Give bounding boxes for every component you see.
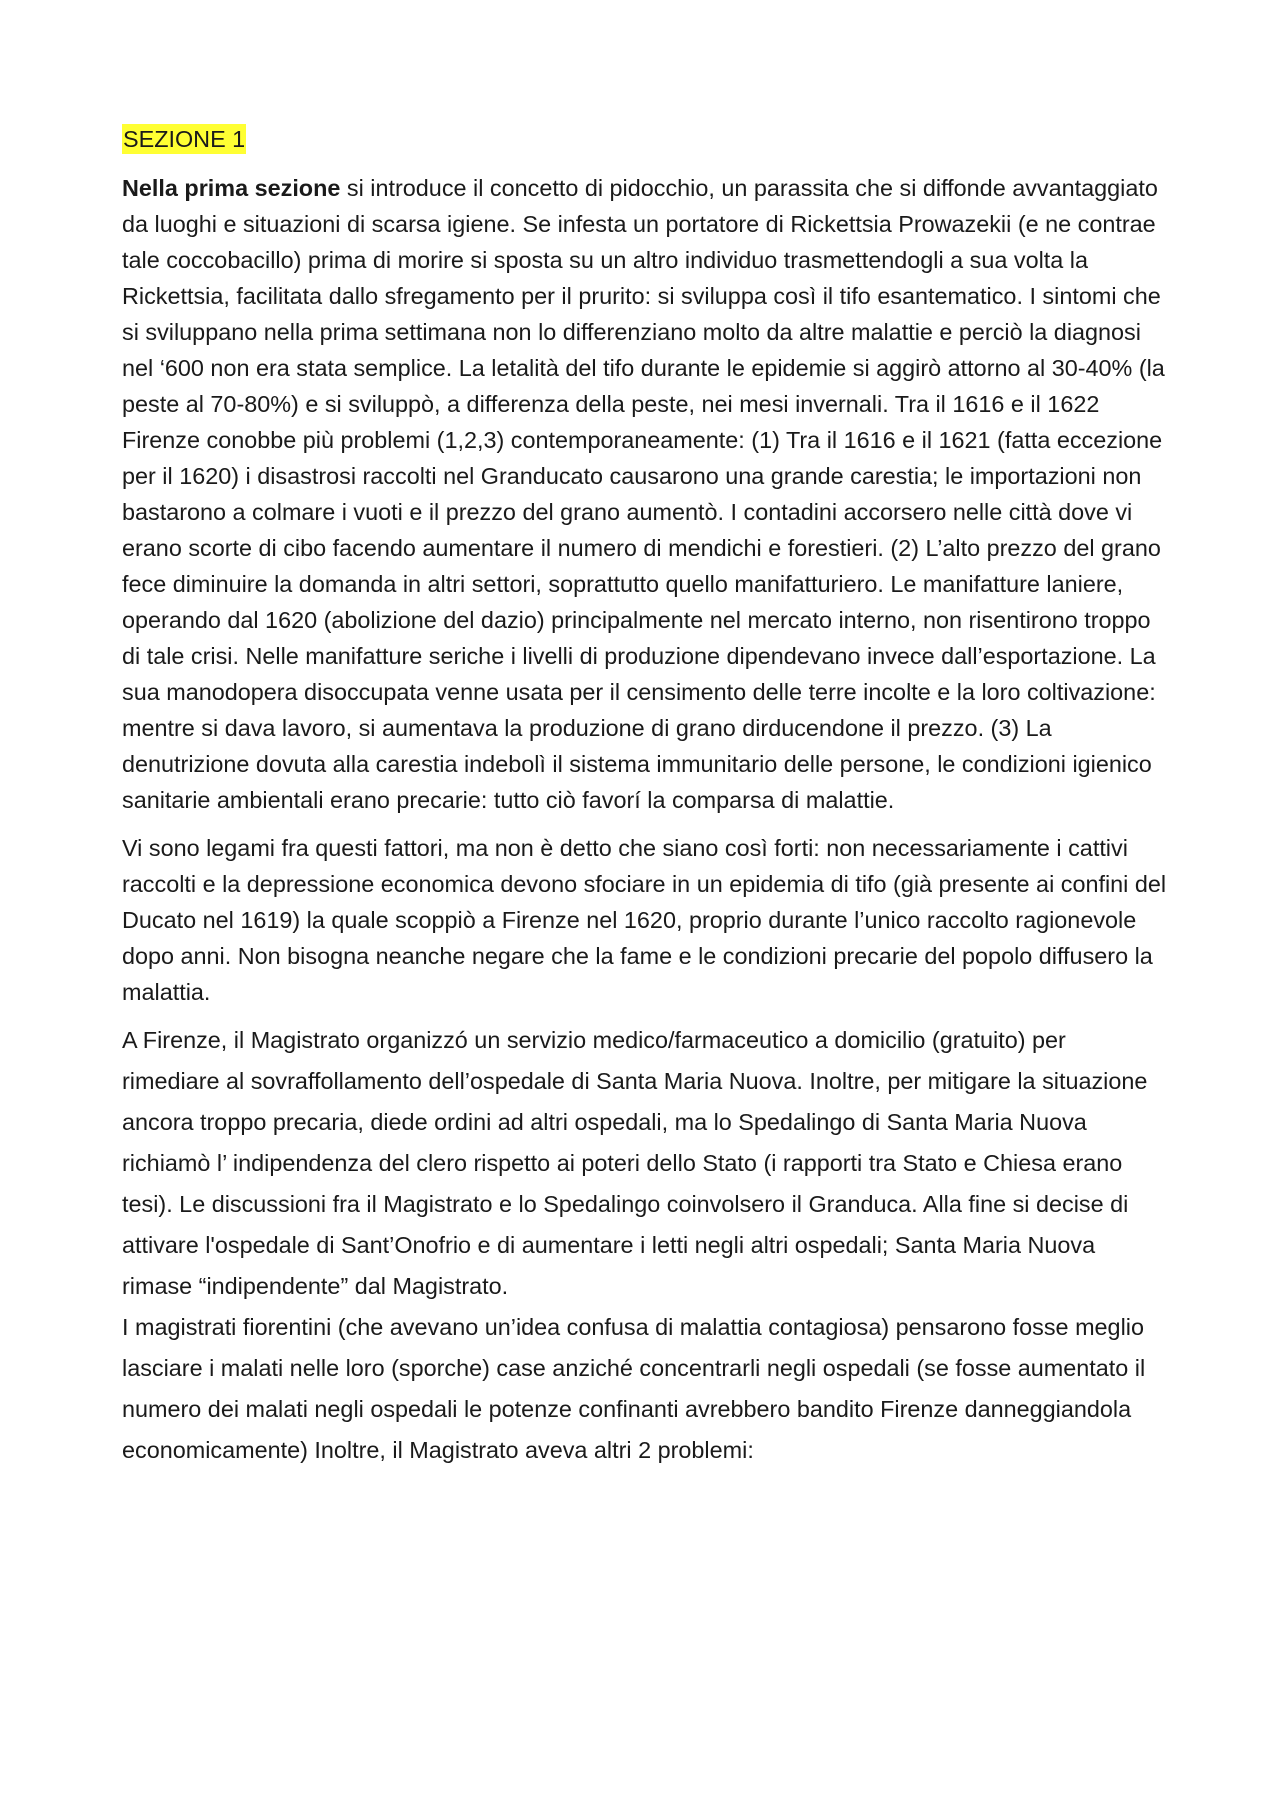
- paragraph-intro-lead: Nella prima sezione: [122, 175, 341, 201]
- paragraph-factors: Vi sono legami fra questi fattori, ma non è detto che siano così forti: non necessariamente i cattivi raccolti e la depressione economica devono sfociare in un epidemia di tifo (già presente ai confini del Ducato nel 1619) la quale scoppiò a Firenze nel 1620, proprio durante l’unico raccolto ragionevole dopo anni. Non bisogna neanche negare che la fame e le condizioni precarie del popolo diffusero la malattia.: [122, 835, 1167, 1005]
- paragraph-magistrati: I magistrati fiorentini (che avevano un’idea confusa di malattia contagiosa) pensarono fosse meglio lasciare i malati nelle loro (sporche) case anziché concentrarli negli ospedali (se fosse aumentato il numero dei malati negli ospedali le potenze confinanti avrebbero bandito Firenze danneggiandola economicamente) Inoltre, il Magistrato aveva altri 2 problemi:: [122, 1314, 1146, 1463]
- paragraph-magistrato: A Firenze, il Magistrato organizzó un servizio medico/farmaceutico a domicilio (gratuito) per rimediare al sovraffollamento dell’ospedale di Santa Maria Nuova. Inoltre, per mitigare la situazione ancora troppo precaria, diede ordini ad altri ospedali, ma lo Spedalingo di Santa Maria Nuova richiamò l’ indipendenza del clero rispetto ai poteri dello Stato (i rapporti tra Stato e Chiesa erano tesi). Le discussioni fra il Magistrato e lo Spedalingo coinvolsero il Granduca. Alla fine si decise di attivare l'ospedale di Sant’Onofrio e di aumentare i letti negli altri ospedali; Santa Maria Nuova rimase “indipendente” dal Magistrato.: [122, 1027, 1148, 1299]
- section-heading: SEZIONE 1: [123, 126, 246, 152]
- paragraph-intro: [122, 170, 1168, 818]
- document-page: [122, 124, 1168, 1471]
- paragraph-intro-text: si introduce il concetto di pidocchio, un parassita che si diffonde avvantaggiato da luoghi e situazioni di scarsa igiene. Se infesta un portatore di Rickettsia Prowazekii (e ne contrae tale coccobacillo) prima di morire si sposta su un altro individuo trasmettendogli a sua volta la Rickettsia, facilitata dallo sfregamento per il prurito: si sviluppa così il tifo esantematico. I sintomi che si sviluppano nella prima settimana non lo differenziano molto da altre malattie e perciò la diagnosi nel ‘600 non era stata semplice. La letalità del tifo durante le epidemie si aggirò attorno al 30-40% (la peste al 70-80%) e si sviluppò, a differenza della peste, nei mesi invernali. Tra il 1616 e il 1622 Firenze conobbe più problemi (1,2,3) contemporaneamente: (1) Tra il 1616 e il 1621 (fatta eccezione per il 1620) i disastrosi raccolti nel Granducato causarono una grande carestia; le importazioni non bastarono a colmare i vuoti e il prezzo del grano aumentò. I contadini accorsero nelle città dove vi erano scorte di cibo facendo aumentare il numero di mendichi e forestieri. (2) L’alto prezzo del grano fece diminuire la domanda in altri settori, soprattutto quello manifatturiero. Le manifatture laniere, operando dal 1620 (abolizione del dazio) principalmente nel mercato interno, non risentirono troppo di tale crisi. Nelle manifatture seriche i livelli di produzione dipendevano invece dall’esportazione. La sua manodopera disoccupata venne usata per il censimento delle terre incolte e la loro coltivazione: mentre si dava lavoro, si aumentava la produzione di grano dirducendone il prezzo. (3) La denutrizione dovuta alla carestia indebolì il sistema immunitario delle persone, le condizioni igienico sanitarie ambientali erano precarie: tutto ciò favorí la comparsa di malattie.: [122, 175, 1165, 813]
